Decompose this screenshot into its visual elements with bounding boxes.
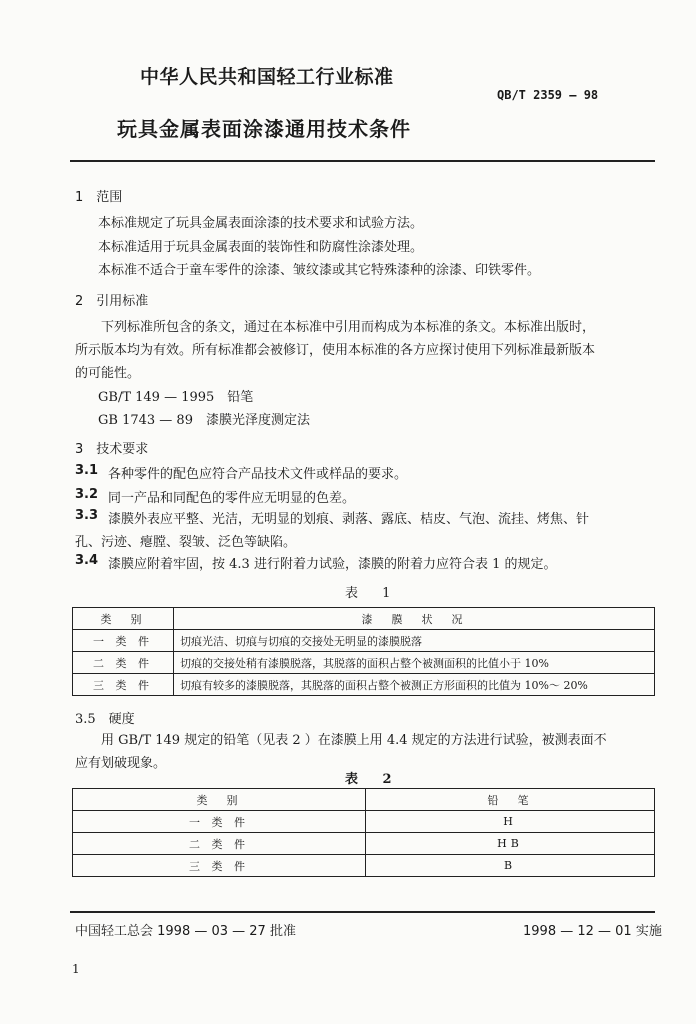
table-header-cell: 类 别 [73,608,174,630]
clause-number: 3.4 [75,553,99,568]
table-cell: 二 类 件 [73,833,366,855]
clause-text: 同一产品和同配色的零件应无明显的色差。 [108,491,356,506]
table-cell: B [366,855,655,877]
section-2-para: 所示版本均为有效。所有标准都会被修订，使用本标准的各方应探讨使用下列标准最新版本 [75,343,596,358]
clause-text: 漆膜外表应平整、光洁，无明显的划痕、剥落、露底、桔皮、气泡、流挂、烤焦、针 [108,512,590,527]
table-row [73,855,655,877]
section-2-heading: 2 引用标准 [75,294,149,309]
table-2 [72,788,655,877]
table-cell: 一 类 件 [73,630,174,652]
document-title: 玩具金属表面涂漆通用技术条件 [117,117,411,141]
table-row [73,811,655,833]
section-1-heading: 1 范围 [75,190,123,205]
section-1-para: 本标准规定了玩具金属表面涂漆的技术要求和试验方法。 [98,216,424,231]
effective-date: 1998 — 12 — 01 实施 [523,924,662,939]
table-row [73,630,655,652]
issuing-authority: 中华人民共和国轻工行业标准 [140,66,394,88]
footer-rule [70,911,655,913]
clause-text: 应有划破现象。 [75,756,167,771]
standard-code: QB/T 2359 — 98 [497,88,599,102]
clause-text: 孔、污迹、瘪膛、裂皱、泛色等缺陷。 [75,535,297,550]
clause-number: 3.1 [75,463,99,478]
table-header-row [73,789,655,811]
section-2-para: 的可能性。 [75,366,141,381]
table-header-cell: 铅 笔 [366,789,655,811]
reference-item: GB/T 149 — 1995 铅笔 [98,390,254,405]
table-header-row [73,608,655,630]
table-cell: 二 类 件 [73,652,174,674]
table-1 [72,607,655,696]
table-cell: 一 类 件 [73,811,366,833]
table-1-caption: 表 1 [345,586,401,601]
table-cell: 切痕光洁、切痕与切痕的交接处无明显的漆膜脱落 [174,630,655,652]
clause-text: 用 GB/T 149 规定的铅笔（见表 2 ）在漆膜上用 4.4 规定的方法进行试验，被测表面不 [101,733,607,748]
table-cell: 切痕有较多的漆膜脱落，其脱落的面积占整个被测正方形面积的比值为 10%～ 20% [174,674,655,696]
section-1-para: 本标准适用于玩具金属表面的装饰性和防腐性涂漆处理。 [98,240,424,255]
table-cell: 切痕的交接处稍有漆膜脱落，其脱落的面积占整个被测面积的比值小于 10% [174,652,655,674]
header-rule [70,160,655,162]
clause-number: 3.2 [75,487,99,502]
table-header-cell: 漆 膜 状 况 [174,608,655,630]
page-number: 1 [72,962,80,976]
section-3-heading: 3 技术要求 [75,442,149,457]
clause-heading: 3.5 硬度 [75,712,135,727]
table-row [73,833,655,855]
table-header-cell: 类 别 [73,789,366,811]
table-cell: 三 类 件 [73,674,174,696]
approval-line: 中国轻工总会 1998 — 03 — 27 批准 [75,924,296,939]
table-row [73,674,655,696]
reference-item: GB 1743 — 89 漆膜光泽度测定法 [98,413,310,428]
clause-text: 各种零件的配色应符合产品技术文件或样品的要求。 [108,467,408,482]
clause-text: 漆膜应附着牢固，按 4.3 进行附着力试验，漆膜的附着力应符合表 1 的规定。 [108,557,557,572]
table-row [73,652,655,674]
table-cell: 三 类 件 [73,855,366,877]
table-2-caption: 表 2 [345,772,402,787]
table-cell: H [366,811,655,833]
table-cell: HB [366,833,655,855]
clause-number: 3.3 [75,508,99,523]
section-1-para: 本标准不适合于童车零件的涂漆、皱纹漆或其它特殊漆种的涂漆、印铁零件。 [98,263,541,278]
section-2-para: 下列标准所包含的条文，通过在本标准中引用而构成为本标准的条文。本标准出版时， [101,320,596,335]
